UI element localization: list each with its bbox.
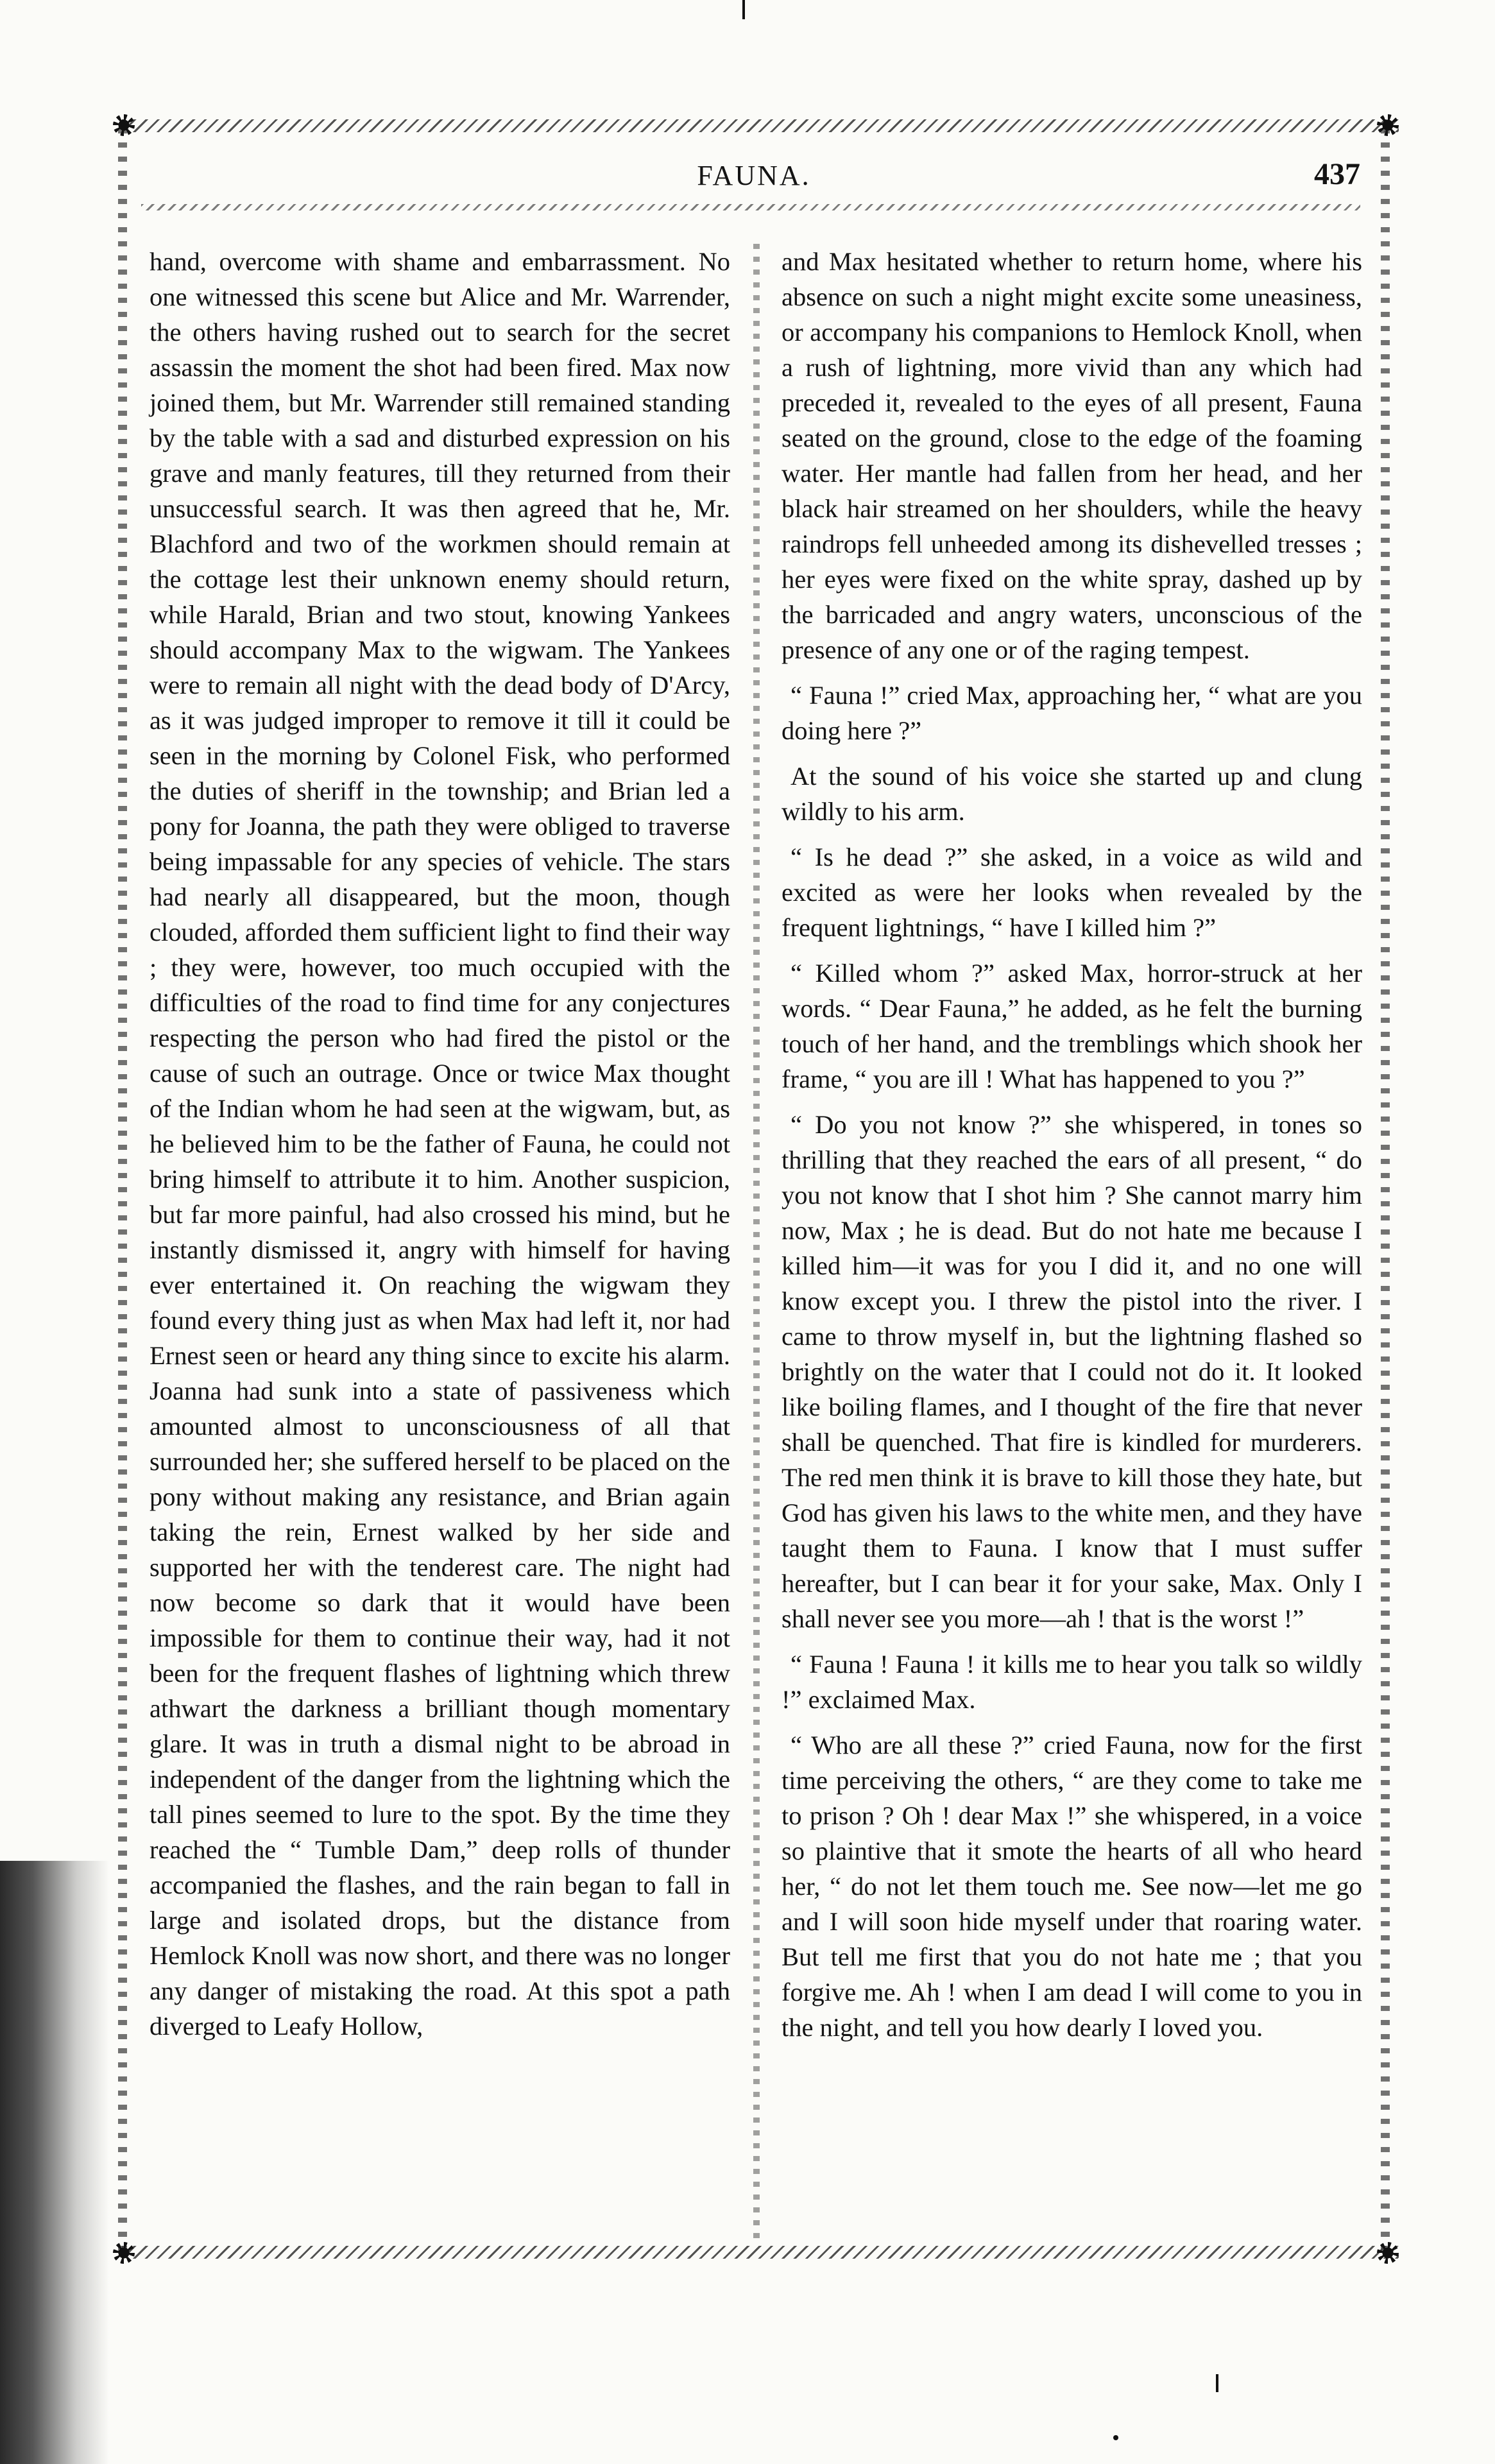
right-paragraph: “ Killed whom ?” asked Max, horror-struck at her words. “ Dear Fauna,” he added, as he felt the burning touch of her hand, and the tremblings which shook her frame, “ you are ill ! What has happened to you ?” — [782, 959, 1362, 1093]
right-paragraph: At the sound of his voice she started up and clung wildly to his arm. — [782, 762, 1362, 826]
right-paragraph: “ Do you not know ?” she whispered, in tones so thrilling that they reached the ears of all present, “ do you not know that I shot him ? She cannot marry him now, Max ; he is dead. But do not hate me because I killed him—it was for you I did it, and no one will know except you. I threw the pistol into the river. I came to throw myself in, but the lightning flashed so brightly on the water that I could not do it. It looked like boiling flames, and I thought of the fire that never shall be quenched. That fire is kindled for murderers. The red men think it is brave to kill those they hate, but God has given his laws to the white men, and they have taught them to Fauna. I know that I must suffer hereafter, but I can bear it for your sake, Max. Only I shall never see you more—ah ! that is the worst !” — [782, 1110, 1362, 1633]
right-column — [782, 244, 1362, 2055]
ink-mark — [1216, 2374, 1218, 2392]
right-paragraph: and Max hesitated whether to return home, where his absence on such a night might excite some uneasiness, or accompany his companions to Hemlock Knoll, when a rush of lightning, more vivid than any which had preceded it, revealed to the eyes of all present, Fauna seated on the ground, close to the edge of the foaming water. Her mantle had fallen from her head, and her black hair streamed on her shoulders, while the heavy raindrops fell unheeded among its dishevelled tresses ; her eyes were fixed on the white spray, dashed up by the barricaded and angry waters, unconscious of the presence of any one or of the raging tempest. — [782, 247, 1362, 664]
bottom-border-ornament — [122, 2246, 1399, 2259]
column-divider — [753, 244, 760, 2239]
right-paragraph: “ Fauna !” cried Max, approaching her, “ what are you doing here ?” — [782, 681, 1362, 745]
header-rule — [141, 204, 1360, 210]
ink-mark — [1113, 2435, 1118, 2440]
corner-flourish-icon — [1377, 114, 1399, 136]
top-border-ornament — [122, 119, 1399, 132]
right-border-ornament — [1381, 128, 1390, 2252]
corner-flourish-icon — [113, 114, 135, 136]
left-paragraph: hand, overcome with shame and embarrassment. No one witnessed this scene but Alice and Mr. Warrender, the others having rushed out to search for the secret assassin the moment the shot had been fired. Max now joined them, but Mr. Warrender still remained standing by the table with a sad and disturbed expression on his grave and manly features, till they returned from their unsuccessful search. It was then agreed that he, Mr. Blachford and two of the workmen should remain at the cottage lest their unknown enemy should return, while Harald, Brian and two stout, knowing Yankees should accompany Max to the wigwam. The Yankees were to remain all night with the dead body of D'Arcy, as it was judged improper to remove it till it could be seen in the morning by Colonel Fisk, who performed the duties of sheriff in the township; and Brian led a pony for Joanna, the path they were obliged to traverse being impassable for any species of vehicle. The stars had nearly all disappeared, but the moon, though clouded, afforded them sufficient light to find their way ; they were, however, too much occupied with the difficulties of the road to find time for any conjectures respecting the person who had fired the pistol or the cause of such an outrage. Once or twice Max thought of the Indian whom he had seen at the wigwam, but, as he believed him to be the father of Fauna, he could not bring himself to attribute it to him. Another suspicion, but far more painful, had also crossed his mind, but he instantly dismissed it, angry with himself for having ever entertained it. On reaching the wigwam they found every thing just as when Max had left it, nor had Ernest seen or heard any thing since to excite his alarm. Joanna had sunk into a state of passiveness which amounted almost to unconsciousness of all that surrounded her; she suffered herself to be placed on the pony without making any resistance, and Brian again taking the rein, Ernest walked by her side and supported her with the tenderest care. The night had now become so dark that it would have been impossible for them to continue their way, had it not been for the frequent flashes of lightning which threw athwart the darkness a brilliant though momentary glare. It was in truth a dismal night to be abroad in independent of the danger from the lightning which the tall pines seemed to lure to the spot. By the time they reached the “ Tumble Dam,” deep rolls of thunder accompanied the flashes, and the rain began to fall in large and isolated drops, but the distance from Hemlock Knoll was now short, and there was no longer any danger of mistaking the road. At this spot a path diverged to Leafy Hollow, — [150, 247, 730, 2041]
page-binding-shadow — [0, 1861, 109, 2464]
page-number: 437 — [1314, 157, 1360, 191]
left-column — [150, 244, 730, 2054]
right-paragraph: “ Is he dead ?” she asked, in a voice as wild and excited as were her looks when revealed by the frequent lightnings, “ have I killed him ?” — [782, 843, 1362, 942]
corner-flourish-icon — [1377, 2242, 1399, 2264]
running-title: FAUNA. — [697, 160, 811, 191]
right-paragraph: “ Who are all these ?” cried Fauna, now for the first time perceiving the others, “ are they come to take me to prison ? Oh ! dear Max !” she whispered, in a voice so plaintive that it smote the hearts of all who heard her, “ do not let them touch me. See now—let me go and I will soon hide myself under that roaring water. But tell me first that you do not hate me ; that you forgive me. Ah ! when I am dead I will come to you in the night, and tell you how dearly I loved you. — [782, 1731, 1362, 2042]
right-paragraph: “ Fauna ! Fauna ! it kills me to hear you talk so wildly !” exclaimed Max. — [782, 1650, 1362, 1714]
left-border-ornament — [118, 128, 127, 2252]
corner-flourish-icon — [113, 2242, 135, 2264]
ink-mark — [742, 0, 745, 19]
